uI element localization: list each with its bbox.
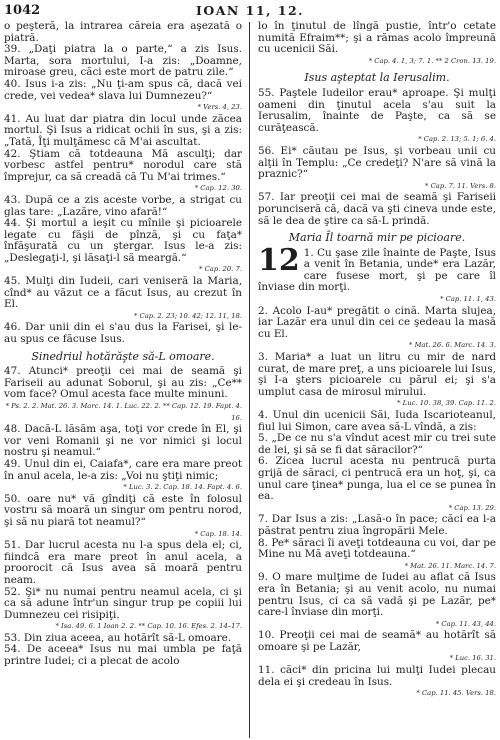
- verse-text: 5. „De ce nu s'a vîndut acest mir cu trei sute de lei, şi să se fi dat săracilor?“: [258, 432, 496, 456]
- cross-reference: * Mat. 26. 6. Marc. 14. 3.: [408, 341, 496, 350]
- verse: [258, 433, 496, 456]
- cross-reference: * Luc. 10. 38, 39. Cap. 11. 2.: [397, 399, 496, 408]
- verse-text: 57. Iar preoţii cei mai de seamă şi Fariseii porunciseră că, dacă va şti cineva unde este, să le dea de ştire ca să-L prindă.: [258, 191, 496, 227]
- verse-text: 9. O mare mulţime de Iudei au aflat că Isus era în Betania; şi au venit acolo, nu numai pentru Isus, ci ca să vadă şi pe Lazăr, pe* care-l înviase din morţi.: [258, 571, 496, 619]
- cross-reference: * Cap. 18. 14.: [194, 529, 242, 538]
- verse-text: 3. Maria* a luat un litru cu mir de nard curat, de mare preţ, a uns picioarele lui Isus, şi I-a şters picioarele cu părul ei; şi s'a umplut casa de mirosul mirului.: [258, 351, 496, 398]
- verse-text: 46. Dar unii din ei s'au dus la Farisei, şi le-au spus ce făcuse Isus.: [4, 321, 242, 346]
- verse: [258, 665, 496, 700]
- verse: [4, 21, 242, 44]
- verse-text: o peşteră, la intrarea căreia era aşezată o piatră.: [4, 20, 242, 44]
- section-heading-sanhedrin: Sinedriul hotărăşte să-L omoare.: [31, 349, 215, 363]
- verse: [4, 459, 242, 494]
- verse-text: 10. Preoţii cei mai de seamă* au hotărît să omoare şi pe Lazăr,: [258, 629, 496, 653]
- verse-text: 45. Mulţi din Iudeii, cari veniseră la Maria, cînd* au văzut ce a făcut Isus, au crezut în El.: [4, 275, 242, 311]
- verse: [4, 276, 242, 322]
- verse: [4, 587, 242, 633]
- column-divider: [249, 22, 250, 738]
- verse: [4, 322, 242, 345]
- section-heading-anointing: Maria Îl toarnă mir pe picioare.: [288, 231, 466, 245]
- verse: [4, 424, 242, 459]
- cross-reference: * Ps. 2. 2. Mat. 26. 3. Marc. 14. 1. Luc. 22. 2. ** Cap. 12. 19. Fapt. 4. 16.: [5, 402, 242, 422]
- verse-text: 52. Şi* nu numai pentru neamul acela, ci şi ca să adune într'un singur trup pe copiii lui Dumnezeu cei risipiţi.: [4, 585, 242, 621]
- section-heading-jerusalem: Isus aşteptat la Ierusalim.: [304, 71, 450, 85]
- verse-text: 43. După ce a zis aceste vorbe, a strigat cu glas tare: „Lazăre, vino afară!“: [4, 193, 242, 218]
- verse-text: 39. „Daţi piatra la o parte,“ a zis Isus. Marta, sora mortului, I-a zis: „Doamne, miroase greu, căci este mort de patru zile.“: [4, 43, 242, 79]
- verse-text: 55. Paştele Iudeilor erau* aproape. Şi mulţi oameni din ţinutul acela s'au suit la Ierusalim, înainte de Paşte, ca să se curăţească.: [258, 86, 496, 134]
- verse-text: 11. căci* din pricina lui mulţi Iudei plecau dela ei şi credeau în Isus.: [258, 664, 496, 688]
- cross-reference: * Cap. 13. 29.: [448, 503, 496, 512]
- verse: [258, 306, 496, 352]
- verse: [4, 79, 242, 114]
- verse: [258, 456, 496, 514]
- verse-text: 51. Dar lucrul acesta nu l-a spus dela el; ci, fiindcă era mare preot în anul acela, a proorocit că Isus avea să moară pentru neam.: [4, 539, 242, 586]
- verse: [4, 195, 242, 218]
- chapter-number: 12: [258, 242, 300, 278]
- verse: [4, 540, 242, 586]
- verse-text: 49. Unul din ei, Caiafa*, care era mare preot în anul acela, le-a zis: „Voi nu ştiţi nimic;: [4, 457, 242, 482]
- verse: [4, 494, 242, 540]
- cross-reference: * Cap. 2. 23; 10. 42; 12. 11, 18.: [133, 311, 242, 320]
- cross-reference: * Cap. 2. 13; 5. 1; 6. 4.: [418, 135, 496, 144]
- cross-reference: * Cap. 11. 45. Vers. 18.: [416, 689, 496, 698]
- verse-text: 54. De aceea* Isus nu mai umbla pe faţă printre Iudei; ci a plecat de acolo: [4, 643, 242, 668]
- verse: [258, 146, 496, 192]
- verse: [258, 88, 496, 146]
- verse: [4, 644, 242, 667]
- verse: [4, 149, 242, 195]
- verse-text: 47. Atunci* preoţii cei mai de seamă şi Fariseii au adunat Soborul, şi au zis: „Ce** vom face? Omul acesta face multe minuni.: [4, 365, 242, 401]
- right-column: [258, 21, 496, 700]
- cross-reference: * Cap. 12. 30.: [194, 184, 242, 193]
- left-column: [4, 21, 242, 668]
- verse-text: 48. Dacă-L lăsăm aşa, toţi vor crede în El, şi vor veni Romanii şi ne vor nimici şi locul nostru şi neamul.“: [4, 423, 242, 459]
- verse: [258, 410, 496, 433]
- verse-text: 40. Isus i-a zis: „Nu ţi-am spus că, dacă vei crede, vei vedea* slava lui Dumnezeu?“: [4, 77, 242, 102]
- cross-reference: * Cap. 11. 1, 43.: [440, 295, 496, 304]
- verse-text: lo în ţinutul de lîngă pustie, într'o cetate numită Efraim**; şi a rămas acolo împreună cu ucenicii Săi.: [258, 20, 496, 56]
- cross-reference: * Cap. 7. 11. Vers. 8.: [425, 181, 496, 190]
- verse: [258, 21, 496, 67]
- verse-text: 7. Dar Isus a zis: „Lasă-o în pace; căci ea l-a păstrat pentru ziua îngropării Mele.: [258, 513, 496, 537]
- verse-text: 8. Pe* săraci îi aveţi totdeauna cu voi, dar pe Mine nu Mă aveţi totdeauna.“: [258, 536, 496, 561]
- cross-reference: * Cap. 20. 7.: [199, 265, 242, 274]
- verse: [258, 192, 496, 227]
- verse-text: 56. Ei* căutau pe Isus, şi vorbeau unii cu alţii în Templu: „Ce credeţi? N'are să vină la praznic?“: [258, 144, 496, 181]
- page-number: 1042: [4, 3, 41, 18]
- verse: [258, 514, 496, 537]
- verse-text: 41. Au luat dar piatra din locul unde zăcea mortul. Şi Isus a ridicat ochii în sus, şi a zis: „Tată, Îţi mulţămesc că M'ai ascultat.: [4, 112, 242, 148]
- cross-reference: * Luc. 3. 2. Cap. 18. 14. Fapt. 4. 6.: [123, 483, 242, 492]
- page-header: [0, 0, 500, 22]
- verse: [4, 366, 242, 424]
- cross-reference: * Cap. 11. 43, 44.: [435, 619, 496, 628]
- verse-text: 42. Ştiam că totdeauna Mă asculţi; dar vorbesc astfel pentru* norodul care stă împrejur, ca să creadă că Tu M'ai trimes.“: [4, 147, 242, 183]
- cross-reference: * Cap. 4. 1, 3; 7. 1. ** 2 Cron. 13. 19.: [368, 56, 496, 65]
- verse-text: 1. Cu şase zile înainte de Paşte, Isus a venit în Betania, unde* era Lazăr, care fusese mort, şi pe care îl înviase din morţi.: [258, 246, 496, 294]
- verse: [258, 538, 496, 573]
- cross-reference: * Isa. 49. 6. 1 Ioan 2. 2. ** Cap. 10. 16. Efes. 2. 14–17.: [55, 622, 242, 631]
- running-head: IOAN 11, 12.: [195, 3, 305, 18]
- verse: [258, 630, 496, 665]
- cross-reference: * Luc. 16. 31.: [449, 654, 496, 663]
- verse: [4, 114, 242, 149]
- chapter-12-start: [258, 242, 496, 700]
- verse: [4, 218, 242, 276]
- verse-text: 2. Acolo I-au* pregătit o cină. Marta slujea, iar Lazăr era unul din cei ce şedeau la masă cu El.: [258, 304, 496, 340]
- verse-text: 6. Zicea lucrul acesta nu pentrucă purta grijă de săraci, ci pentrucă era un hoţ, şi, ca unul care ţinea* punga, lua el ce se punea în ea.: [258, 455, 496, 503]
- cross-reference: * Vers. 4, 23.: [197, 103, 242, 112]
- verse-text: 50. oare nu* vă gîndiţi că este în folosul vostru să moară un singur om pentru norod, şi să nu piară tot neamul?“: [4, 492, 242, 528]
- verse: [258, 352, 496, 410]
- verse-text: 4. Unul din ucenicii Săi, Iuda Iscarioteanul, fiul lui Simon, care avea să-L vîndă, a zis:: [258, 409, 496, 433]
- verse: [4, 44, 242, 79]
- verse-text: 53. Din ziua aceea, au hotărît să-L omoare.: [4, 631, 232, 644]
- verse: [258, 572, 496, 630]
- cross-reference: * Mat. 26. 11. Marc. 14. 7.: [404, 561, 496, 570]
- verse-text: 44. Şi mortul a ieşit cu mînile şi picioarele legate cu făşii de pînză, şi cu faţa* înfăşurată cu un ştergar. Isus le-a zis: „Deslegaţi-l, şi lăsaţi-l să meargă.“: [4, 217, 242, 264]
